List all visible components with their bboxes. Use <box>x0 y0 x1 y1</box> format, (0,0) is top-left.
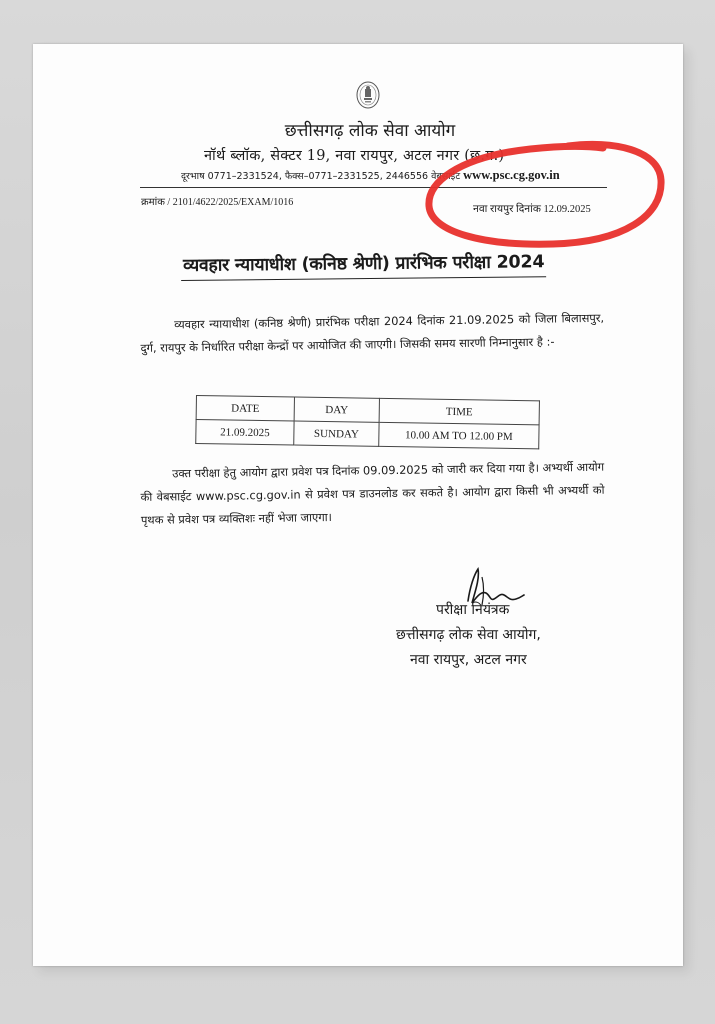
cell-date: 21.09.2025 <box>196 420 294 446</box>
admit-card-paragraph: उक्त परीक्षा हेतु आयोग द्वारा प्रवेश पत्र दिनांक 09.09.2025 को जारी कर दिया गया है। अभ्यर्थी आयोग की वेबसाईट www.psc.cg.gov.in से प्रवेश पत्र डाउनलोड कर सकते है। आयोग द्वारा किसी भी अभ्यर्थी को पृथक से प्रवेश पत्र व्यक्तिशः नहीं भेजा जाएगा। <box>140 459 605 527</box>
column-header-date: DATE <box>196 396 294 422</box>
organization-address: नॉर्थ ब्लॉक, सेक्टर 19, नवा रायपुर, अटल नगर (छ.ग.) <box>204 148 505 164</box>
signatory-designation: परीक्षा नियंत्रक <box>436 602 510 618</box>
exam-schedule-table <box>195 395 540 449</box>
cell-time: 10.00 AM TO 12.00 PM <box>379 422 539 449</box>
state-emblem-icon <box>355 80 381 110</box>
exam-announcement-paragraph: व्यवहार न्यायाधीश (कनिष्ठ श्रेणी) प्रारंभिक परीक्षा 2024 दिनांक 21.09.2025 को जिला बिलासपुर, दुर्ग, रायपुर के निर्धारित परीक्षा केन्द्रों पर आयोजित की जाएगी। जिसकी समय सारणी निम्नानुसार है :- <box>140 310 605 355</box>
red-highlight-circle <box>423 138 665 250</box>
column-header-time: TIME <box>379 398 539 425</box>
letter-date: नवा रायपुर दिनांक 12.09.2025 <box>473 204 591 215</box>
notice-title <box>183 249 545 277</box>
organization-name: छत्तीसगढ़ लोक सेवा आयोग <box>284 121 456 141</box>
notice-title-text: व्यवहार न्यायाधीश (कनिष्ठ श्रेणी) प्रारंभिक परीक्षा 2024 <box>182 252 545 276</box>
signatory-organization: छत्तीसगढ़ लोक सेवा आयोग, <box>396 627 541 643</box>
table-row <box>196 420 539 449</box>
signatory-place: नवा रायपुर, अटल नगर <box>410 652 527 668</box>
column-header-day: DAY <box>294 397 379 422</box>
reference-number: क्रमांक / 2101/4622/2025/EXAM/1016 <box>141 197 294 208</box>
contact-numbers: दूरभाष 0771–2331524, फैक्स–0771–2331525, 2446556 वेबसाईट <box>181 171 461 182</box>
cell-day: SUNDAY <box>294 421 379 446</box>
website-link[interactable]: www.psc.cg.gov.in <box>463 168 560 182</box>
